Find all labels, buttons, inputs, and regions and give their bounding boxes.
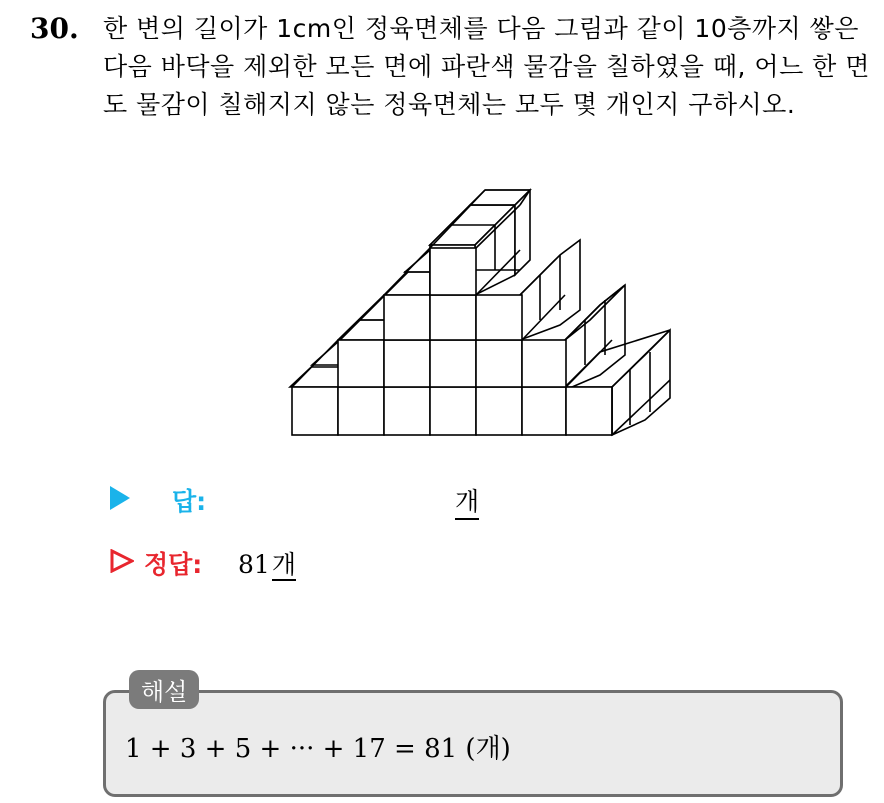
correct-unit: 개 [271,550,296,579]
answer-unit: 개 [455,487,480,516]
correct-number: 81 [238,550,270,579]
question-text: 한 변의 길이가 1cm인 정육면체를 다음 그림과 같이 10층까지 쌓은 다음 바닥을 제외한 모든 면에 파란색 물감을 칠하였을 때, 어느 한 면도 물감이 칠해지지 않는 정육면체는 모두 몇 개인지 구하시오. [103,14,870,119]
correct-value [238,545,296,581]
question-number: 30. [30,12,79,45]
answer-label: 답: [172,487,207,516]
outline-triangle-icon [110,549,134,573]
stacked-cubes-figure [280,180,680,450]
explanation-text: 1 + 3 + 5 + ··· + 17 = 81 (개) [125,734,511,764]
play-triangle-icon [110,486,130,510]
explanation-tag: 해설 [129,670,199,709]
correct-label: 정답: [144,550,203,579]
answer-blank[interactable] [455,482,479,520]
